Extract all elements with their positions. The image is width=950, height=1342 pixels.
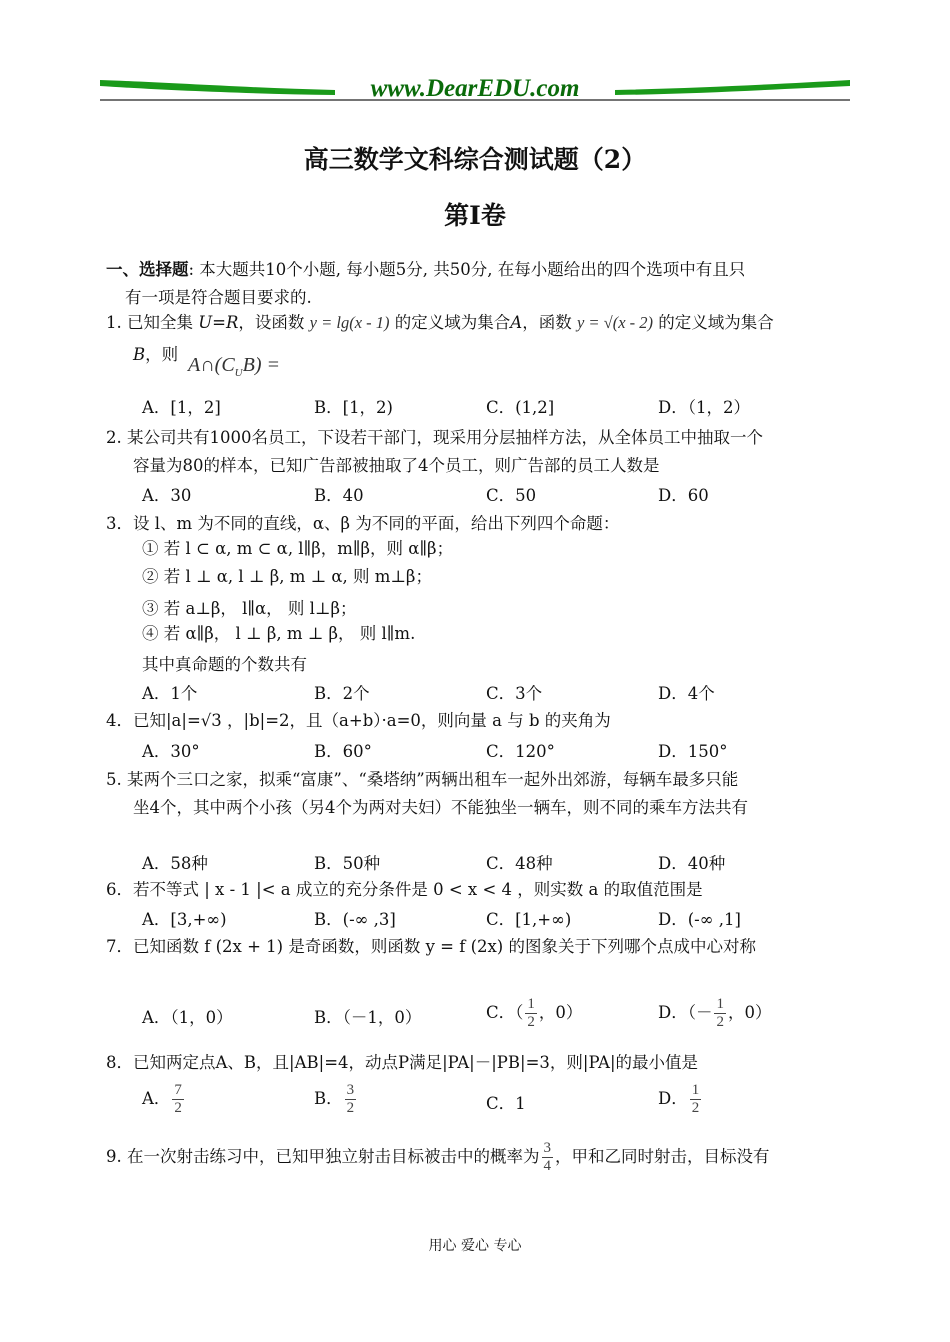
- q5-option-d[interactable]: D．40种: [658, 854, 726, 873]
- q3-proposition-3: ③ 若 a⊥β， l∥α， 则 l⊥β；: [142, 599, 357, 618]
- banner-swoosh-right: [615, 80, 850, 95]
- question-6: 6．若不等式 | x - 1 |< a 成立的充分条件是 0 < x < 4 ，则实数 a 的取值范围是: [106, 880, 703, 899]
- q1-text-a: 1. 已知全集: [106, 313, 193, 332]
- q1-set-b: B: [133, 345, 146, 364]
- q8-option-b-fraction: [345, 1082, 357, 1117]
- q8-option-d[interactable]: [658, 1082, 703, 1117]
- q1-function-1: y = lg(x - 1): [309, 313, 390, 332]
- q7-option-c[interactable]: [486, 996, 582, 1031]
- q3-proposition-1: ① 若 l ⊂ α, m ⊂ α, l∥β，m∥β，则 α∥β；: [142, 539, 454, 558]
- header-banner: [100, 70, 850, 104]
- fraction-numerator: 7: [174, 1082, 182, 1098]
- fraction-numerator: 1: [527, 996, 535, 1012]
- q8-option-a-fraction: [172, 1082, 184, 1117]
- q7-option-d[interactable]: [658, 996, 771, 1031]
- page-title: 高三数学文科综合测试题（2）: [303, 145, 647, 174]
- section-intro: [106, 260, 745, 280]
- q7-option-d-suffix: ，0）: [727, 1003, 772, 1022]
- q7-option-c-prefix: C．（: [486, 1003, 524, 1022]
- q1-text-f: ，函数: [522, 313, 572, 332]
- question-2: 2. 某公司共有1000名员工，下设若干部门，现采用分层抽样方法，从全体员工中抽取一个: [106, 428, 763, 447]
- q4-option-c[interactable]: C．120°: [486, 742, 555, 761]
- question-7: 7．已知函数 f (2x + 1) 是奇函数，则函数 y = f (2x) 的图象关于下列哪个点成中心对称: [106, 937, 756, 956]
- fraction-numerator: 3: [543, 1140, 551, 1156]
- fraction-denominator: 2: [716, 1014, 724, 1030]
- q9-text-post: ，甲和乙同时射击，目标没有: [555, 1147, 770, 1166]
- q3-option-b[interactable]: B．2个: [314, 684, 370, 703]
- banner-swoosh-left: [100, 80, 335, 95]
- q3-option-c[interactable]: C．3个: [486, 684, 543, 703]
- q7-option-b[interactable]: B．（－1，0）: [314, 1008, 422, 1027]
- fraction-denominator: 2: [174, 1100, 182, 1116]
- q7-option-c-suffix: ，0）: [538, 1003, 583, 1022]
- q7-option-d-prefix: D．（－: [658, 1003, 713, 1022]
- q5-option-c[interactable]: C．48种: [486, 854, 553, 873]
- q1-function-2: y = √(x - 2): [576, 313, 654, 332]
- fraction-denominator: 2: [527, 1014, 535, 1030]
- q8-option-d-fraction: [690, 1082, 702, 1117]
- q1-set-a: A: [510, 313, 523, 332]
- q6-option-b[interactable]: B．(-∞ ,3]: [314, 910, 396, 929]
- q4-option-d[interactable]: D．150°: [658, 742, 728, 761]
- q5-option-a[interactable]: A．58种: [142, 854, 208, 873]
- q8-option-b-prefix: B．: [314, 1089, 343, 1108]
- section-intro-line2: 有一项是符合题目要求的.: [125, 288, 312, 307]
- q5-option-b[interactable]: B．50种: [314, 854, 381, 873]
- fraction-numerator: 1: [691, 1082, 700, 1098]
- question-4: 4．已知|a|=√3 ，|b|=2，且（a+b）·a=0，则向量 a 与 b 的夹角为: [106, 711, 611, 730]
- q6-option-d[interactable]: D．(-∞ ,1]: [658, 910, 741, 929]
- fraction-denominator: 4: [543, 1158, 551, 1174]
- question-3-line2: 其中真命题的个数共有: [142, 655, 307, 674]
- q7-option-a[interactable]: A．（1，0）: [142, 1008, 233, 1027]
- q1-expr-part1: A∩(C: [188, 354, 235, 376]
- q7-option-d-fraction: [714, 996, 726, 1031]
- question-5-line2: 坐4个，其中两个小孩（另4个为两对夫妇）不能独坐一辆车，则不同的乘车方法共有: [133, 798, 748, 817]
- q2-option-a[interactable]: A．30: [142, 486, 192, 505]
- q3-option-d[interactable]: D．4个: [658, 684, 715, 703]
- question-3: 3．设 l、m 为不同的直线，α、β 为不同的平面，给出下列四个命题：: [106, 514, 620, 533]
- q1-option-c[interactable]: C．(1,2]: [486, 398, 555, 417]
- q1-expr-part2: B) =: [242, 354, 280, 376]
- q4-option-b[interactable]: B．60°: [314, 742, 372, 761]
- q1-expr-sub: U: [234, 367, 243, 379]
- question-1-line2: [133, 345, 178, 365]
- q2-option-d[interactable]: D．60: [658, 486, 709, 505]
- q1-expression: [188, 354, 280, 379]
- q7-option-c-fraction: [525, 996, 537, 1031]
- q9-text-pre: 9. 在一次射击练习中，已知甲独立射击目标被击中的概率为: [106, 1147, 540, 1166]
- fraction-denominator: 2: [691, 1100, 700, 1116]
- q9-probability-fraction: [542, 1140, 554, 1175]
- q8-option-a-prefix: A．: [142, 1089, 171, 1108]
- q1-option-d[interactable]: D．（1，2）: [658, 398, 750, 417]
- page-footer: 用心 爱心 专心: [428, 1238, 522, 1254]
- q1-universe: U=R: [198, 313, 239, 332]
- question-2-line2: 容量为80的样本，已知广告部被抽取了4个员工，则广告部的员工人数是: [133, 456, 660, 475]
- site-logo-text: www.DearEDU.com: [370, 75, 580, 102]
- q1-text-i: ，则: [145, 345, 179, 364]
- q2-option-c[interactable]: C．50: [486, 486, 537, 505]
- section-intro-text: : 本大题共10个小题, 每小题5分, 共50分, 在每小题给出的四个选项中有且只: [188, 260, 746, 279]
- q8-option-b[interactable]: [314, 1082, 358, 1117]
- q4-option-a[interactable]: A．30°: [142, 742, 200, 761]
- q6-option-a[interactable]: A．[3,+∞): [142, 910, 227, 929]
- fraction-denominator: 2: [346, 1100, 355, 1116]
- q1-option-b[interactable]: B．[1，2): [314, 398, 393, 417]
- fraction-numerator: 1: [716, 996, 724, 1012]
- q1-text-g: 的定义域为集合: [658, 313, 774, 332]
- q3-option-a[interactable]: A．1个: [142, 684, 198, 703]
- q1-text-c: ，设函数: [238, 313, 305, 332]
- q3-proposition-4: ④ 若 α∥β， l ⊥ β, m ⊥ β， 则 l∥m.: [142, 624, 416, 643]
- q3-proposition-2: ② 若 l ⊥ α, l ⊥ β, m ⊥ α, 则 m⊥β；: [142, 567, 432, 586]
- q6-option-c[interactable]: C．[1,+∞): [486, 910, 572, 929]
- fraction-numerator: 3: [346, 1082, 355, 1098]
- q8-option-c[interactable]: C．1: [486, 1094, 526, 1113]
- q8-option-d-prefix: D．: [658, 1089, 688, 1108]
- section-label: 一、选择题: [106, 260, 189, 279]
- question-1: [106, 313, 774, 333]
- q2-option-b[interactable]: B．40: [314, 486, 364, 505]
- question-8: 8．已知两定点A、B，且|AB|=4，动点P满足|PA|－|PB|=3，则|PA|的最小值是: [106, 1053, 699, 1072]
- q1-text-d: 的定义域为集合: [394, 313, 511, 332]
- page-subtitle: 第Ⅰ卷: [444, 201, 506, 230]
- question-5: 5. 某两个三口之家，拟乘“富康”、“桑塔纳”两辆出租车一起外出郊游，每辆车最多只能: [106, 770, 739, 789]
- q1-option-a[interactable]: A．[1，2]: [142, 398, 221, 417]
- q8-option-a[interactable]: [142, 1082, 186, 1117]
- question-9: [106, 1140, 770, 1175]
